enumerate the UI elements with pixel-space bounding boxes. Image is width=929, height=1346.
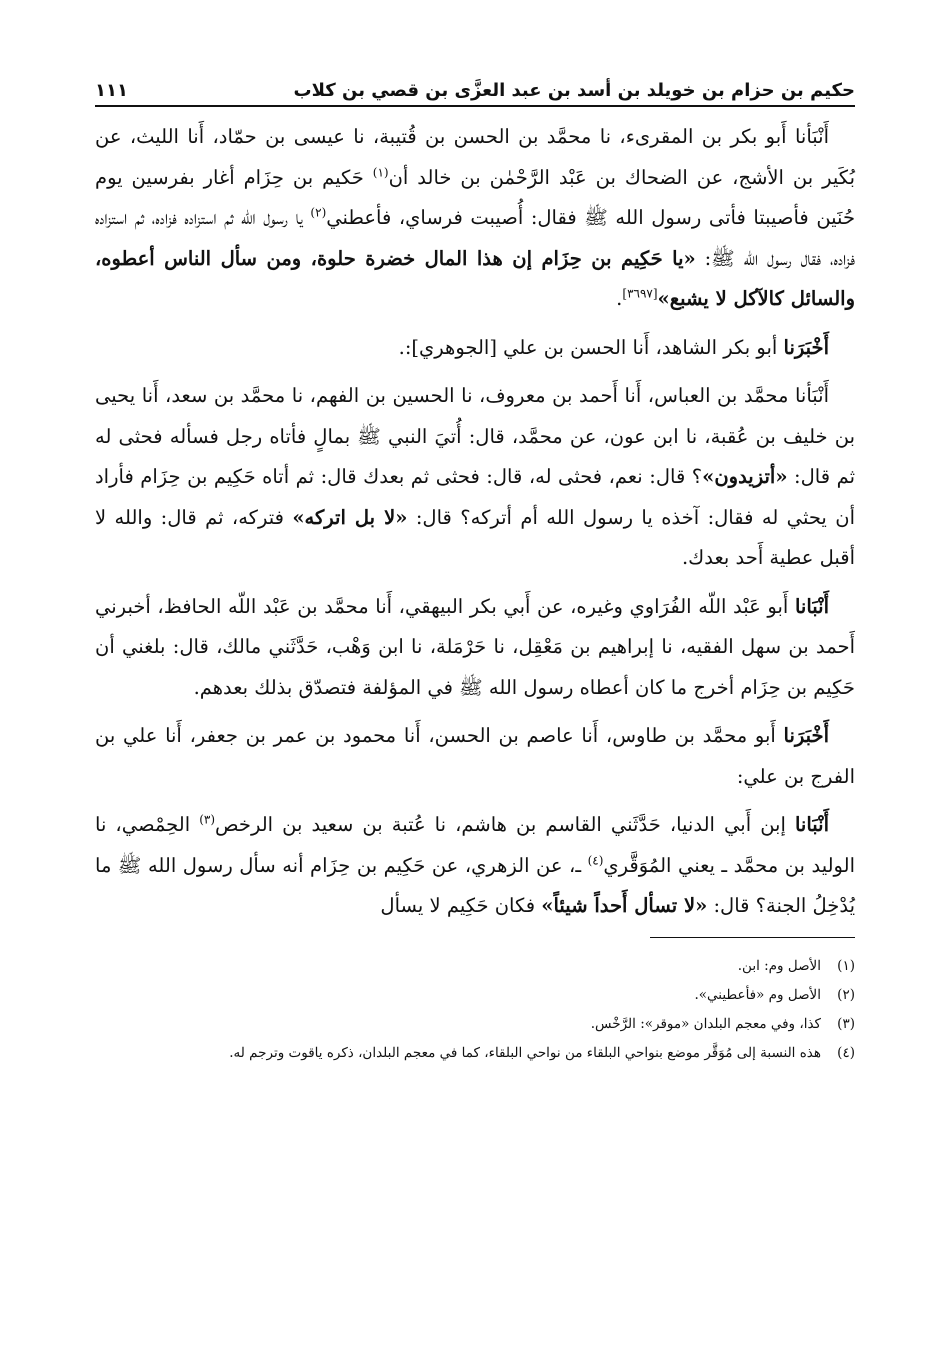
text-run: أَنْبَأنا محمَّد بن العباس، أَنا أَحمد بن معروف، نا الحسين بن الفهم، نا محمَّد بن سعد، أَنا يحيى بن خليف بن عُقبة، نا ابن عون، عن محمَّد، قال: أُتيَ النبي ﷺ بمالٍ فأتاه رجل فسأله فحثى له ثم قال: <box>95 384 855 488</box>
footnote <box>95 981 855 1010</box>
paragraph <box>95 376 855 579</box>
paragraph <box>95 117 855 320</box>
bold-text: أَنْبَانا <box>794 813 829 836</box>
text-run: أَبو عَبْد اللّه الفُرَاوي وغيره، عن أَبي بكر البيهقي، أَنا محمَّد بن عَبْد اللّه الحافظ، أخبرني أَحمد بن سهل الفقيه، نا إبراهيم بن مَعْقِل، نا حَرْمَلة، نا ابن وَهْب، حَدَّثَني مالك، قال: بلغني أن حَكِيم بن حِزَام أخرج ما كان أعطاه رسول الله ﷺ في المؤلفة فتصدّق بذلك بعدهم. <box>95 594 855 699</box>
footnote-text: الأصل وم «فأعطيني». <box>694 986 821 1003</box>
text-run: . <box>616 287 623 310</box>
footnote-number: (٣) <box>837 1015 855 1032</box>
bold-text: «لا بل اتركه» <box>292 505 408 529</box>
bold-text: أَنْبَانا <box>794 594 829 618</box>
text-run: أبو بكر الشاهد، أَنا الحسن بن علي [الجوهري]:. <box>398 335 784 359</box>
footnote-text: كذا، وفي معجم البلدان «موقر»: الرَّخْس. <box>590 1015 821 1032</box>
footnote <box>95 1010 855 1039</box>
bold-text: «أتزيدون» <box>702 465 788 488</box>
paragraph <box>95 587 855 709</box>
bold-text: أَخْبَرَنا <box>783 335 829 359</box>
footnote-number: (٤) <box>837 1044 855 1061</box>
bold-text: أَخْبَرَنا <box>783 724 829 747</box>
footnote-number: (٢) <box>837 986 855 1003</box>
footnote-marker: (١) <box>372 165 389 179</box>
text-run: أَنْبَأنا أَبو بكر بن المقرىء، نا محمَّد بن الحسن بن قُتيبة، نا عيسى بن حمّاد، أَنا الليث، عن بُكَير بن الأشج، عن الضحاك بن عَبْد الرَّحْمٰن بن خالد أن <box>95 125 855 189</box>
bold-text: «يا حَكِيم بن حِزَام إن هذا المال خضرة حلوة، ومن سأل الناس أعطوه، والسائل كالآكل لا يشبع» <box>95 246 855 310</box>
footnote-text: الأصل وم: ابن. <box>737 957 821 974</box>
main-text <box>95 117 855 927</box>
text-run: فكان حَكِيم لا يسأل <box>380 894 542 917</box>
text-run: يا رسول الله ثم استزاده فزاده، ثم استزاده فزاده، فقال رسول الله ﷺ: <box>95 206 855 270</box>
footnote-number: (١) <box>837 957 855 974</box>
footnote-divider <box>650 937 855 938</box>
paragraph <box>95 328 855 369</box>
footnotes <box>95 952 855 1068</box>
text-run: أَبو محمَّد بن طاوس، أَنا عاصم بن الحسن، أَنا محمود بن عمر بن جعفر، أَنا علي بن الفرج بن علي: <box>95 724 855 788</box>
footnote <box>95 952 855 981</box>
book-page <box>95 80 855 1068</box>
text-run: الحِمْصي، نا الوليد بن محمَّد ـ يعني المُوَقَّري <box>95 813 855 877</box>
text-run: فتركه، ثم قال: والله لا أقبل عطية أَحد بعدك. <box>95 505 855 569</box>
footnote-marker: (٣) <box>199 812 216 827</box>
running-header <box>95 80 855 107</box>
running-title: حكيم بن حزام بن خويلد بن أسد بن عبد العزَّى بن قصي بن كلاب <box>293 80 855 101</box>
text-run: ـ، عن الزهري، عن حَكِيم بن حِزَام أنه سأل رسول الله ﷺ ما يُدْخِلُ الجنة؟ قال: <box>95 853 855 917</box>
paragraph <box>95 716 855 797</box>
text-run: حَكيم بن حِزَام أغار بفرسين يوم حُنَين فأصيبتا فأتى رسول الله ﷺ فقال: أُصيبت فرساي، فأعطني <box>95 165 855 229</box>
text-run: إبن أَبي الدنيا، حَدَّثَني القاسم بن هاشم، نا عُتبة بن سعيد بن الرخص <box>215 813 795 836</box>
footnote-marker: (٢) <box>310 205 327 220</box>
footnote-marker: [٣٦٩٧] <box>622 286 658 301</box>
footnote <box>95 1039 855 1068</box>
paragraph <box>95 805 855 927</box>
bold-text: «لا تسأل أَحداً شيئاً» <box>541 894 708 917</box>
text-run: ؟ قال: نعم، فحثى له، قال: فحثى ثم بعدك قال: ثم أتاه حَكِيم بن حِزَام فأراد أن يحثي له فقال: آخذه يا رسول الله أم أتركه؟ قال: <box>95 465 856 529</box>
footnote-marker: (٤) <box>587 853 604 867</box>
page-number: ١١١ <box>95 80 128 101</box>
footnote-text: هذه النسبة إلى مُوَقَّر موضع بنواحي البلقاء من نواحي البلقاء، كما في معجم البلدان، ذكره ياقوت وترجم له. <box>229 1044 821 1061</box>
